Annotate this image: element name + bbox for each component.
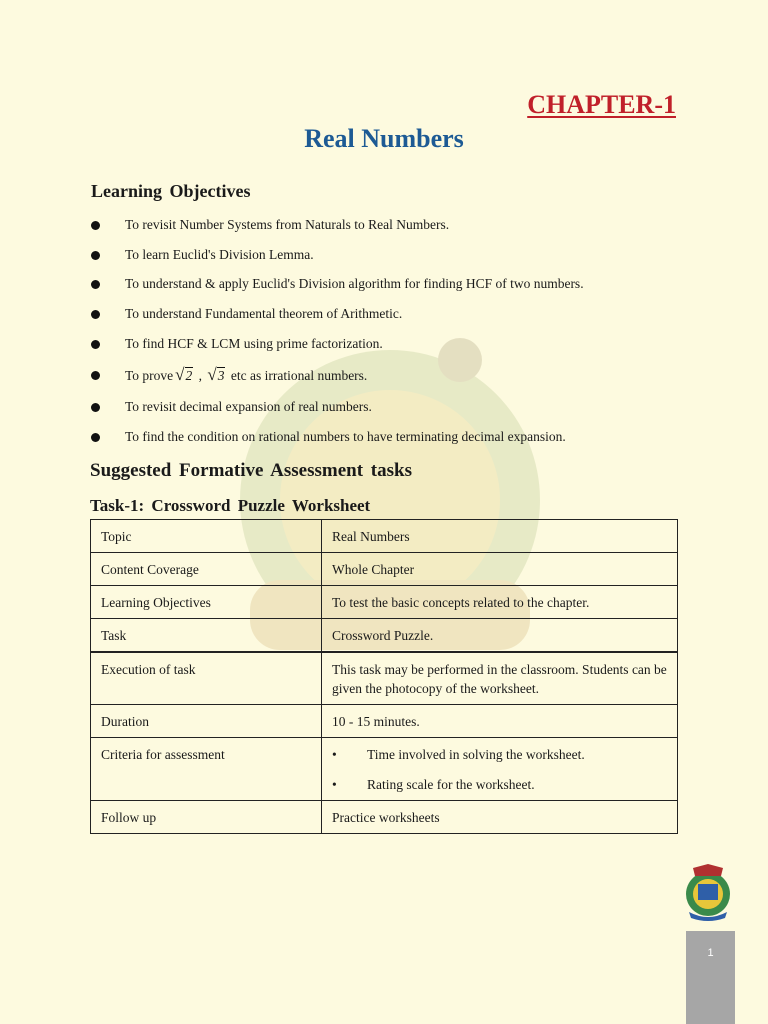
objective-item: To understand & apply Euclid's Division algorithm for finding HCF of two numbers. — [90, 271, 690, 301]
objective-item: To learn Euclid's Division Lemma. — [90, 242, 690, 272]
row-value: Practice worksheets — [322, 801, 678, 834]
row-key: Learning Objectives — [91, 586, 322, 619]
table-row — [91, 553, 678, 586]
row-value: Whole Chapter — [322, 553, 678, 586]
suggested-tasks-heading: Suggested Formative Assessment tasks — [90, 460, 412, 481]
task-heading: Task-1: Crossword Puzzle Worksheet — [90, 496, 371, 515]
row-key: Follow up — [91, 801, 322, 834]
sqrt-two: √2 — [175, 365, 193, 385]
row-value: To test the basic concepts related to the chapter. — [322, 586, 678, 619]
table-row — [91, 520, 678, 553]
table-row — [91, 801, 678, 834]
chapter-title: Real Numbers — [304, 124, 464, 153]
row-value: Crossword Puzzle. — [322, 619, 678, 653]
learning-objectives-heading: Learning Objectives — [91, 181, 251, 201]
row-key: Content Coverage — [91, 553, 322, 586]
criteria-text: Rating scale for the worksheet. — [367, 777, 535, 792]
prove-prefix: To prove — [125, 368, 174, 384]
row-key: Execution of task — [91, 652, 322, 705]
bullet: • — [332, 777, 337, 792]
bullet: • — [332, 747, 337, 762]
table-row — [91, 705, 678, 738]
row-key: Topic — [91, 520, 322, 553]
prove-separator: , — [195, 368, 203, 384]
row-value: Real Numbers — [322, 520, 678, 553]
criteria-text: Time involved in solving the worksheet. — [367, 747, 585, 762]
list-item — [332, 745, 667, 764]
objective-item: To revisit Number Systems from Naturals to Real Numbers. — [90, 212, 690, 242]
criteria-list — [322, 738, 678, 801]
row-key: Criteria for assessment — [91, 738, 322, 801]
page-number: 1 — [686, 931, 735, 1024]
table-row — [91, 619, 678, 653]
objective-item: To understand Fundamental theorem of Arithmetic. — [90, 301, 690, 331]
cbse-logo-icon — [683, 862, 733, 924]
table-row — [91, 738, 678, 801]
chapter-label: CHAPTER-1 — [527, 90, 676, 119]
objective-item-prove — [90, 360, 690, 394]
objective-item: To find the condition on rational numbers to have terminating decimal expansion. — [90, 424, 690, 454]
row-value: This task may be performed in the classroom. Students can be given the photocopy of the worksheet. — [322, 652, 678, 705]
objective-item: To find HCF & LCM using prime factorization. — [90, 331, 690, 361]
row-key: Duration — [91, 705, 322, 738]
learning-objectives-list — [90, 212, 690, 454]
task-table — [90, 519, 678, 834]
table-row — [91, 652, 678, 705]
row-key: Task — [91, 619, 322, 653]
list-item — [332, 775, 667, 794]
sqrt-three: √3 — [207, 365, 225, 385]
prove-suffix: etc as irrational numbers. — [227, 368, 368, 384]
row-value: 10 - 15 minutes. — [322, 705, 678, 738]
table-row — [91, 586, 678, 619]
objective-item: To revisit decimal expansion of real numbers. — [90, 394, 690, 424]
